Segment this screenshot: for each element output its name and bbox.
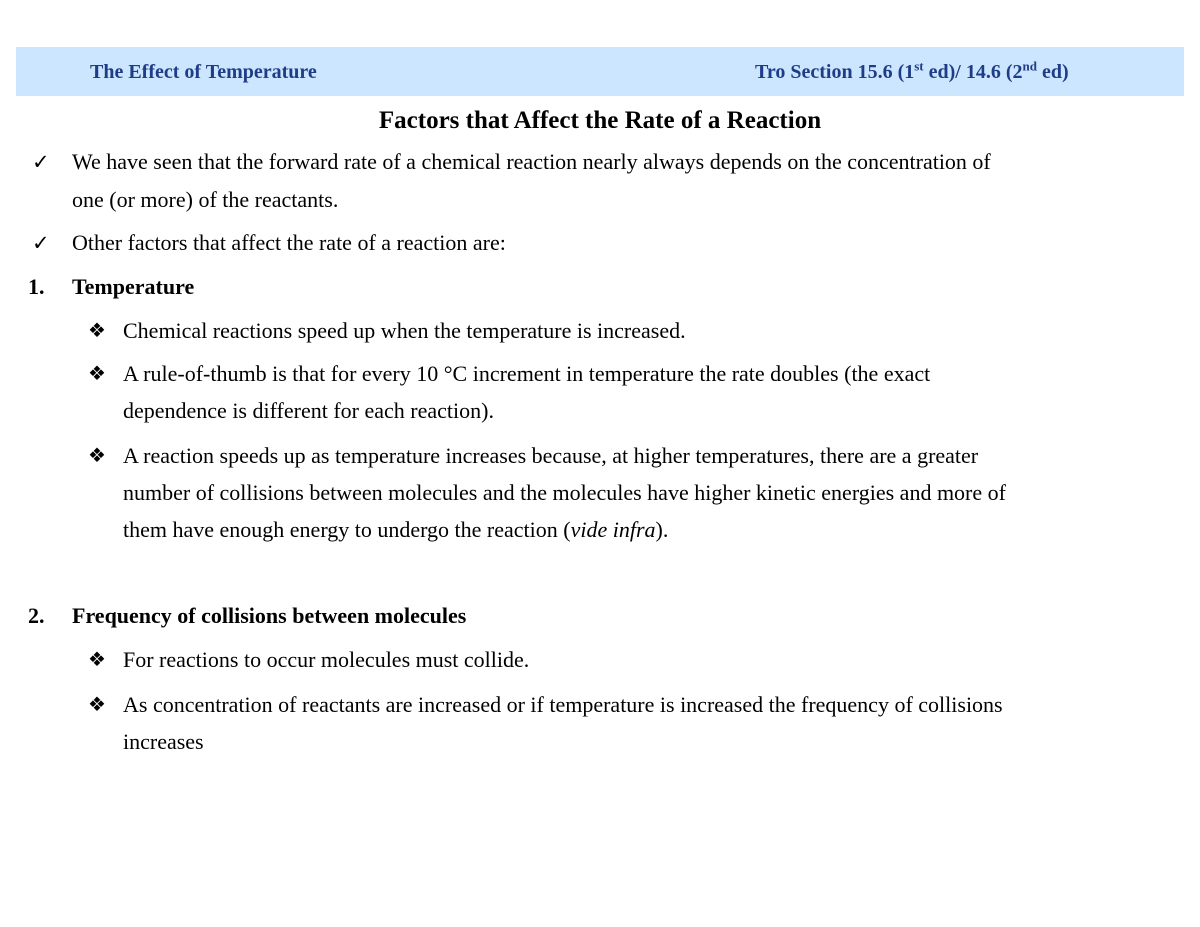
bullet3-line3-post: ). (655, 517, 669, 542)
section2-bullet2-line1: As concentration of reactants are increased or if temperature is increased the frequency of collisions (123, 692, 1003, 717)
ref-mid: ed)/ 14.6 (2 (923, 61, 1023, 83)
diamond-bullet-icon: ❖ (88, 320, 106, 342)
section1-bullet3-line2: number of collisions between molecules and the molecules have higher kinetic energies and more of (123, 480, 1006, 505)
check-icon: ✓ (32, 150, 50, 174)
diamond-bullet-icon: ❖ (88, 649, 106, 671)
intro-item2: Other factors that affect the rate of a reaction are: (72, 230, 506, 255)
bullet3-line3-pre: them have enough energy to undergo the reaction ( (123, 517, 571, 542)
section2-heading: Frequency of collisions between molecules (72, 603, 467, 628)
ref-sup-second: nd (1022, 58, 1037, 74)
diamond-bullet-icon: ❖ (88, 445, 106, 467)
section2-number: 2. (28, 603, 45, 628)
page-title: Factors that Affect the Rate of a Reaction (378, 107, 822, 134)
section1-bullet2-line2: dependence is different for each reaction). (123, 398, 494, 423)
section1-number: 1. (28, 274, 45, 299)
header-section-reference (755, 58, 1069, 84)
section1-heading: Temperature (72, 274, 195, 299)
diamond-bullet-icon: ❖ (88, 694, 106, 716)
ref-suffix: ed) (1037, 61, 1069, 83)
section1-bullet2-line1: A rule-of-thumb is that for every 10 °C increment in temperature the rate doubles (the exact (123, 361, 931, 386)
ref-prefix: Tro Section 15.6 (1 (755, 61, 915, 83)
section2-bullet2-line2: increases (123, 729, 204, 754)
section1-bullet3-line3 (123, 516, 668, 544)
bullet3-vide-infra: vide infra (570, 517, 656, 542)
check-icon: ✓ (32, 231, 50, 255)
intro-item1-line1: We have seen that the forward rate of a chemical reaction nearly always depends on the concentration of (72, 149, 991, 174)
diamond-bullet-icon: ❖ (88, 363, 106, 385)
section1-bullet1: Chemical reactions speed up when the temperature is increased. (123, 318, 686, 343)
section1-bullet3-line1: A reaction speeds up as temperature increases because, at higher temperatures, there are a greater (123, 443, 979, 468)
intro-item1-line2: one (or more) of the reactants. (72, 187, 339, 212)
header-left-title: The Effect of Temperature (90, 61, 317, 83)
section2-bullet1: For reactions to occur molecules must collide. (123, 647, 530, 672)
ref-sup-first: st (914, 58, 924, 74)
